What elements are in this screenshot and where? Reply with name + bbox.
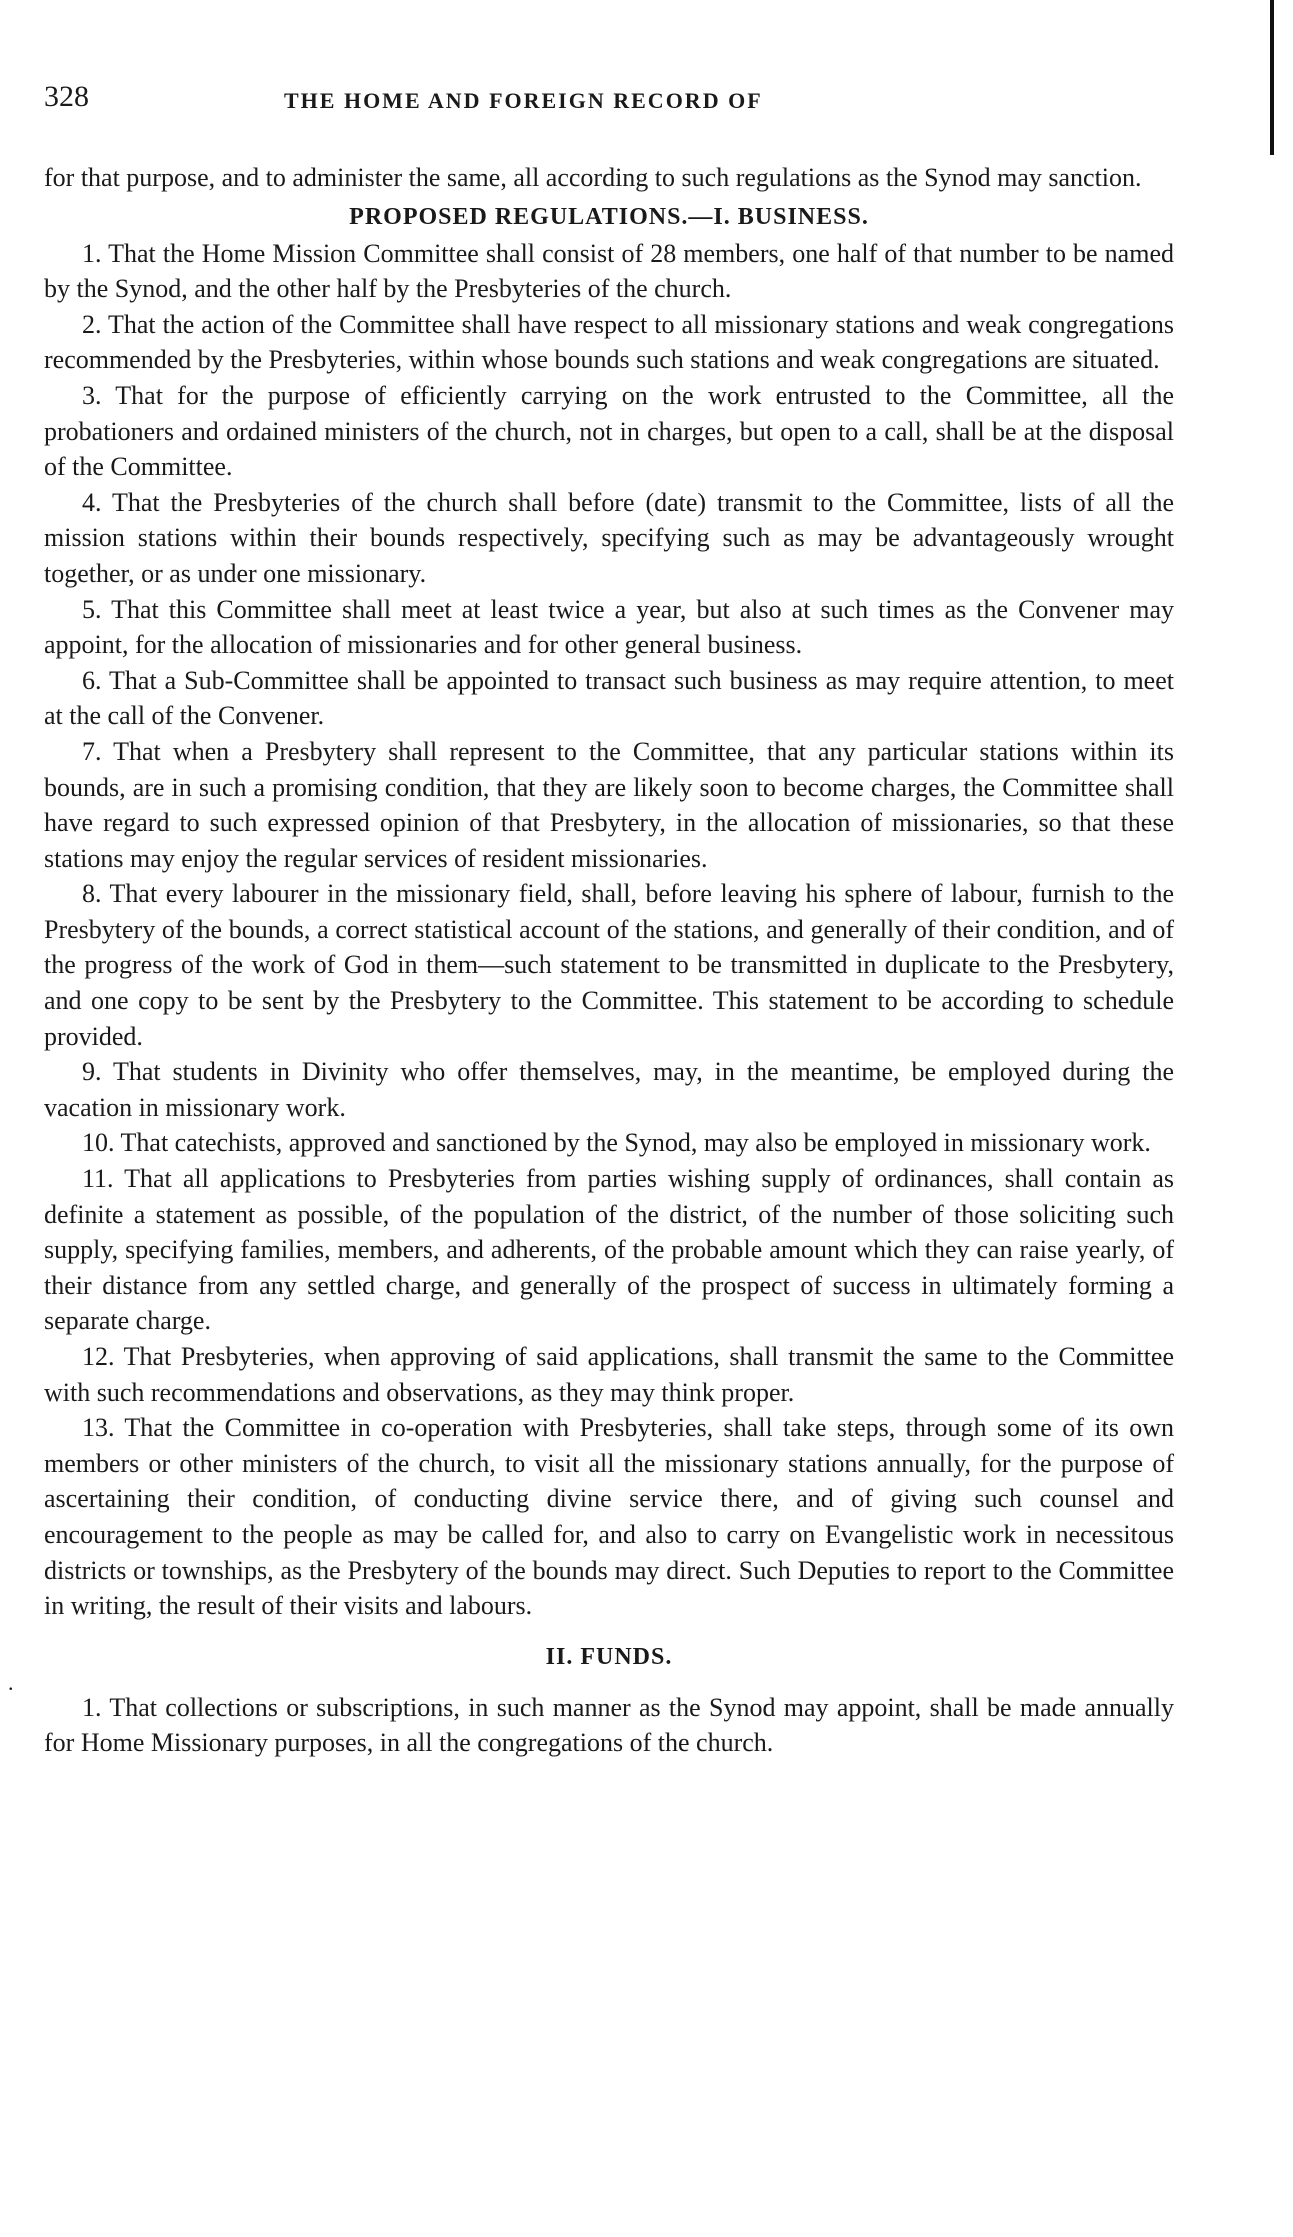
section-heading-funds: II. FUNDS. bbox=[545, 1643, 673, 1670]
section-heading-business: PROPOSED REGULATIONS.—I. BUSINESS. bbox=[349, 203, 869, 230]
page-number: 328 bbox=[44, 80, 89, 113]
running-title: THE HOME AND FOREIGN RECORD OF bbox=[284, 88, 763, 113]
business-item-6: 6. That a Sub-Committee shall be appointed to transact such business as may require attention, to meet at the call of the Convener. bbox=[44, 665, 1174, 731]
document-page bbox=[44, 80, 1174, 1761]
page-header bbox=[44, 80, 1174, 140]
business-item-13: 13. That the Committee in co-operation with Presbyteries, shall take steps, through some of its own members or other ministers of the church, to visit all the missionary stations annually, for the purpose of ascertaining their condition, of conducting divine service there, and of giving such counsel and encouragement to the people as may be called for, and also to carry on Evangelistic work in necessitous districts or townships, as the Presbytery of the bounds may direct. Such Deputies to report to the Committee in writing, the result of their visits and labours. bbox=[44, 1413, 1174, 1621]
business-item-8: 8. That every labourer in the missionary field, shall, before leaving his sphere of labour, furnish to the Presbytery of the bounds, a correct statistical account of the stations, and generally of their condition, and of the progress of the work of God in them—such statement to be transmitted in duplicate to the Presbytery, and one copy to be sent by the Presbytery to the Committee. This statement to be according to schedule provided. bbox=[44, 879, 1174, 1051]
business-item-4: 4. That the Presbyteries of the church shall before (date) transmit to the Committee, lists of all the mission stations within their bounds respectively, specifying such as may be advantageously wrought together, or as under one missionary. bbox=[44, 487, 1174, 588]
funds-item-1: 1. That collections or subscriptions, in such manner as the Synod may appoint, shall be made annually for Home Missionary purposes, in all the congregations of the church. bbox=[44, 1692, 1174, 1758]
business-item-3: 3. That for the purpose of efficiently carrying on the work entrusted to the Committee, all the probationers and ordained ministers of the church, not in charges, but open to a call, shall be at the disposal of the Committee. bbox=[44, 380, 1174, 482]
business-item-9: 9. That students in Divinity who offer themselves, may, in the meantime, be employed during the vacation in missionary work. bbox=[44, 1057, 1174, 1122]
business-item-11: 11. That all applications to Presbyteries from parties wishing supply of ordinances, shall contain as definite a statement as possible, of the population of the district, of the number of those soliciting such supply, specifying families, members, and adherents, of the probable amount which they can raise yearly, of their distance from any settled charge, and generally of the prospect of success in ultimately forming a separate charge. bbox=[44, 1164, 1174, 1336]
marginal-mark: . bbox=[8, 1670, 14, 1695]
business-item-2: 2. That the action of the Committee shall have respect to all missionary stations and weak congregations recommended by the Presbyteries, within whose bounds such stations and weak congregations are situated. bbox=[44, 309, 1174, 375]
business-item-5: 5. That this Committee shall meet at least twice a year, but also at such times as the Convener may appoint, for the allocation of missionaries and for other general business. bbox=[44, 594, 1174, 660]
business-item-7: 7. That when a Presbytery shall represent to the Committee, that any particular stations within its bounds, are in such a promising condition, that they are likely soon to become charges, the Committee shall have regard to such expressed opinion of that Presbytery, in the allocation of missionaries, so that these stations may enjoy the regular services of resident missionaries. bbox=[44, 736, 1174, 873]
business-item-1: 1. That the Home Mission Committee shall consist of 28 members, one half of that number to be named by the Synod, and the other half by the Presbyteries of the church. bbox=[44, 238, 1174, 304]
business-item-12: 12. That Presbyteries, when approving of said applications, shall transmit the same to the Committee with such recommendations and observations, as they may think proper. bbox=[44, 1342, 1174, 1407]
page-edge-rule bbox=[1270, 0, 1274, 155]
intro-paragraph: for that purpose, and to administer the same, all according to such regulations as the Synod may sanction. bbox=[44, 163, 1142, 192]
business-item-10: 10. That catechists, approved and sanctioned by the Synod, may also be employed in missionary work. bbox=[82, 1128, 1151, 1158]
